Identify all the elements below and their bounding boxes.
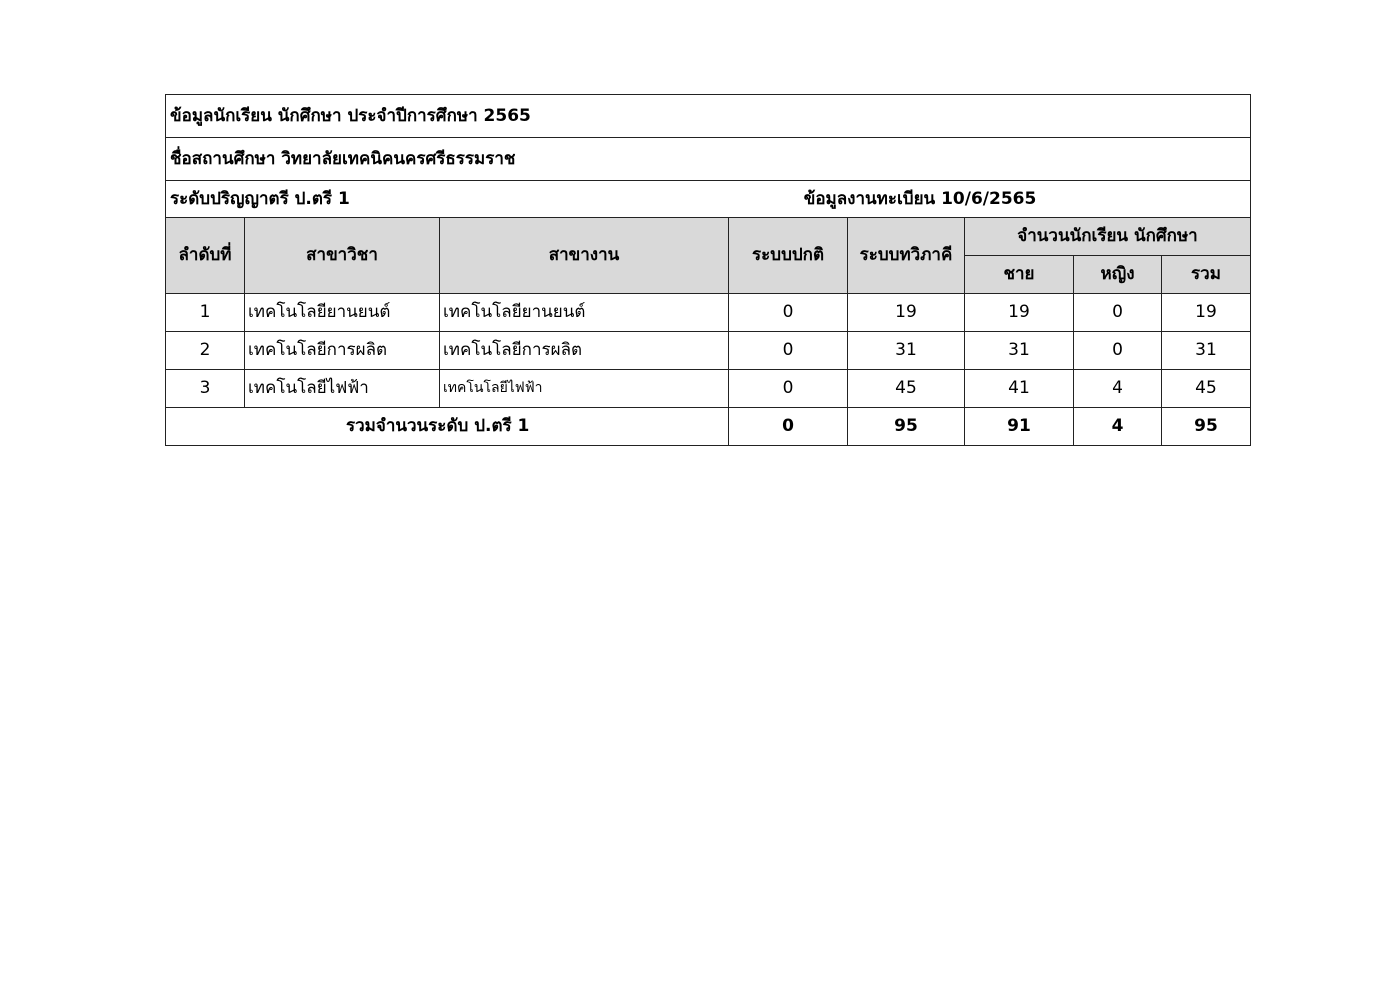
row-dual: 45 [848,370,965,408]
row-male: 31 [965,332,1074,370]
row-order: 2 [166,332,245,370]
row-regular: 0 [729,370,848,408]
row-major: เทคโนโลยีไฟฟ้า [440,370,729,408]
report-title: ข้อมูลนักเรียน นักศึกษา ประจำปีการศึกษา 2565 [166,95,1251,138]
row-female: 0 [1074,294,1162,332]
row-total: 19 [1162,294,1251,332]
row-regular: 0 [729,332,848,370]
institution-name: ชื่อสถานศึกษา วิทยาลัยเทคนิคนครศรีธรรมราช [166,138,1251,181]
level-info-row [166,181,1251,218]
registry-info: ข้อมูลงานทะเบียน 10/6/2565 [803,188,1037,209]
header-dual: ระบบทวิภาคี [848,218,965,294]
student-data-table [165,94,1251,446]
row-major: เทคโนโลยียานยนต์ [440,294,729,332]
row-field-of-study: เทคโนโลยียานยนต์ [245,294,440,332]
header-female: หญิง [1074,256,1162,294]
row-female: 4 [1074,370,1162,408]
row-dual: 31 [848,332,965,370]
row-male: 41 [965,370,1074,408]
header-regular: ระบบปกติ [729,218,848,294]
header-major: สาขางาน [440,218,729,294]
totals-row [166,408,1251,446]
row-major: เทคโนโลยีการผลิต [440,332,729,370]
header-order: ลำดับที่ [166,218,245,294]
table-row [166,294,1251,332]
column-header-row [166,218,1251,256]
header-total: รวม [1162,256,1251,294]
totals-label: รวมจำนวนระดับ ป.ตรี 1 [166,408,729,446]
header-male: ชาย [965,256,1074,294]
table-row [166,332,1251,370]
row-total: 31 [1162,332,1251,370]
report-sheet [165,94,1250,446]
row-male: 19 [965,294,1074,332]
level-info-cell [166,181,1251,218]
totals-male: 91 [965,408,1074,446]
row-field-of-study: เทคโนโลยีการผลิต [245,332,440,370]
totals-regular: 0 [729,408,848,446]
totals-total: 95 [1162,408,1251,446]
row-female: 0 [1074,332,1162,370]
row-dual: 19 [848,294,965,332]
totals-female: 4 [1074,408,1162,446]
table-row [166,370,1251,408]
row-order: 3 [166,370,245,408]
row-total: 45 [1162,370,1251,408]
institution-row [166,138,1251,181]
header-student-count: จำนวนนักเรียน นักศึกษา [965,218,1251,256]
title-row [166,95,1251,138]
row-regular: 0 [729,294,848,332]
totals-dual: 95 [848,408,965,446]
header-field-of-study: สาขาวิชา [245,218,440,294]
row-field-of-study: เทคโนโลยีไฟฟ้า [245,370,440,408]
degree-level: ระดับปริญญาตรี ป.ตรี 1 [170,188,350,209]
row-order: 1 [166,294,245,332]
